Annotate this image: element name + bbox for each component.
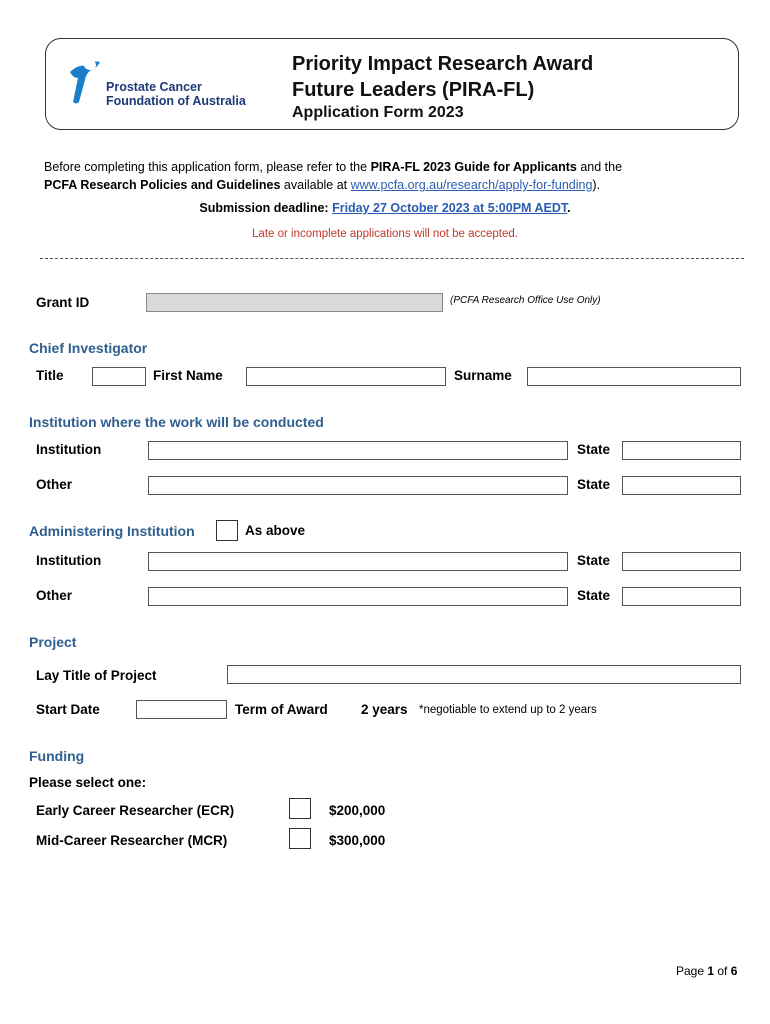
institution-label: Institution	[36, 442, 102, 457]
divider	[40, 258, 744, 259]
guide-reference: PIRA-FL 2023 Guide for Applicants	[370, 160, 577, 174]
title-field[interactable]	[92, 367, 146, 386]
admin-other-state-label: State	[577, 588, 611, 603]
deadline-date: Friday 27 October 2023 at 5:00PM AEDT	[332, 201, 568, 215]
ecr-label: Early Career Researcher (ECR)	[36, 803, 235, 818]
deadline-suffix: .	[567, 201, 571, 215]
term-note: *negotiable to extend up to 2 years	[419, 704, 597, 716]
admin-other-state-field[interactable]	[622, 587, 741, 606]
lay-title-field[interactable]	[227, 665, 741, 684]
intro-text-3: available at	[280, 178, 351, 192]
admin-institution-label: Institution	[36, 553, 102, 568]
pcfa-logo-icon	[64, 56, 104, 106]
institution-other-state-field[interactable]	[622, 476, 741, 495]
surname-field[interactable]	[527, 367, 741, 386]
chief-investigator-heading: Chief Investigator	[29, 340, 148, 356]
institution-other-state-label: State	[577, 477, 611, 492]
page-current: 1	[707, 964, 715, 978]
deadline-label: Submission deadline:	[199, 201, 333, 215]
grant-id-note: (PCFA Research Office Use Only)	[450, 295, 601, 306]
intro-text-4: ).	[592, 178, 601, 192]
ecr-checkbox[interactable]	[289, 798, 311, 819]
grant-id-label: Grant ID	[36, 295, 90, 310]
page-subtitle: Future Leaders (PIRA-FL)	[292, 79, 535, 101]
surname-label: Surname	[454, 368, 512, 383]
as-above-label: As above	[245, 523, 306, 538]
term-value: 2 years	[361, 702, 408, 717]
institution-state-field[interactable]	[622, 441, 741, 460]
funding-prompt: Please select one:	[29, 775, 147, 790]
page-number	[676, 964, 737, 978]
institution-other-label: Other	[36, 477, 73, 492]
start-date-field[interactable]	[136, 700, 227, 719]
institution-other-field[interactable]	[148, 476, 568, 495]
first-name-label: First Name	[153, 368, 223, 383]
admin-other-field[interactable]	[148, 587, 568, 606]
mcr-amount: $300,000	[329, 833, 386, 848]
institution-heading: Institution where the work will be conducted	[29, 414, 324, 430]
grant-id-field[interactable]	[146, 293, 443, 312]
funding-heading: Funding	[29, 748, 85, 764]
late-notice: Late or incomplete applications will not be accepted.	[252, 228, 518, 240]
mcr-label: Mid-Career Researcher (MCR)	[36, 833, 228, 848]
first-name-field[interactable]	[246, 367, 446, 386]
intro-text-1: Before completing this application form, please refer to the	[44, 160, 371, 174]
page-label: Page	[676, 964, 708, 978]
institution-state-label: State	[577, 442, 611, 457]
lay-title-label: Lay Title of Project	[36, 668, 157, 683]
page-of: of	[714, 964, 731, 978]
logo-text	[106, 80, 246, 108]
form-title: Application Form 2023	[292, 104, 464, 121]
intro-text-2: and the	[576, 160, 623, 174]
policies-reference: PCFA Research Policies and Guidelines	[44, 178, 281, 192]
submission-deadline	[0, 201, 770, 215]
as-above-checkbox[interactable]	[216, 520, 238, 541]
intro-paragraph	[44, 158, 734, 194]
mcr-checkbox[interactable]	[289, 828, 311, 849]
admin-state-label: State	[577, 553, 611, 568]
admin-other-label: Other	[36, 588, 73, 603]
page-total: 6	[730, 964, 738, 978]
project-heading: Project	[29, 634, 77, 650]
page-title: Priority Impact Research Award	[292, 53, 594, 75]
funding-url-link[interactable]: www.pcfa.org.au/research/apply-for-funding	[350, 178, 593, 192]
term-label: Term of Award	[235, 702, 328, 717]
ecr-amount: $200,000	[329, 803, 386, 818]
admin-state-field[interactable]	[622, 552, 741, 571]
title-label: Title	[36, 368, 64, 383]
start-date-label: Start Date	[36, 702, 100, 717]
logo-line-2: Foundation of Australia	[106, 94, 246, 108]
admin-institution-field[interactable]	[148, 552, 568, 571]
institution-field[interactable]	[148, 441, 568, 460]
administering-heading: Administering Institution	[29, 523, 195, 539]
logo-line-1: Prostate Cancer	[106, 80, 202, 94]
